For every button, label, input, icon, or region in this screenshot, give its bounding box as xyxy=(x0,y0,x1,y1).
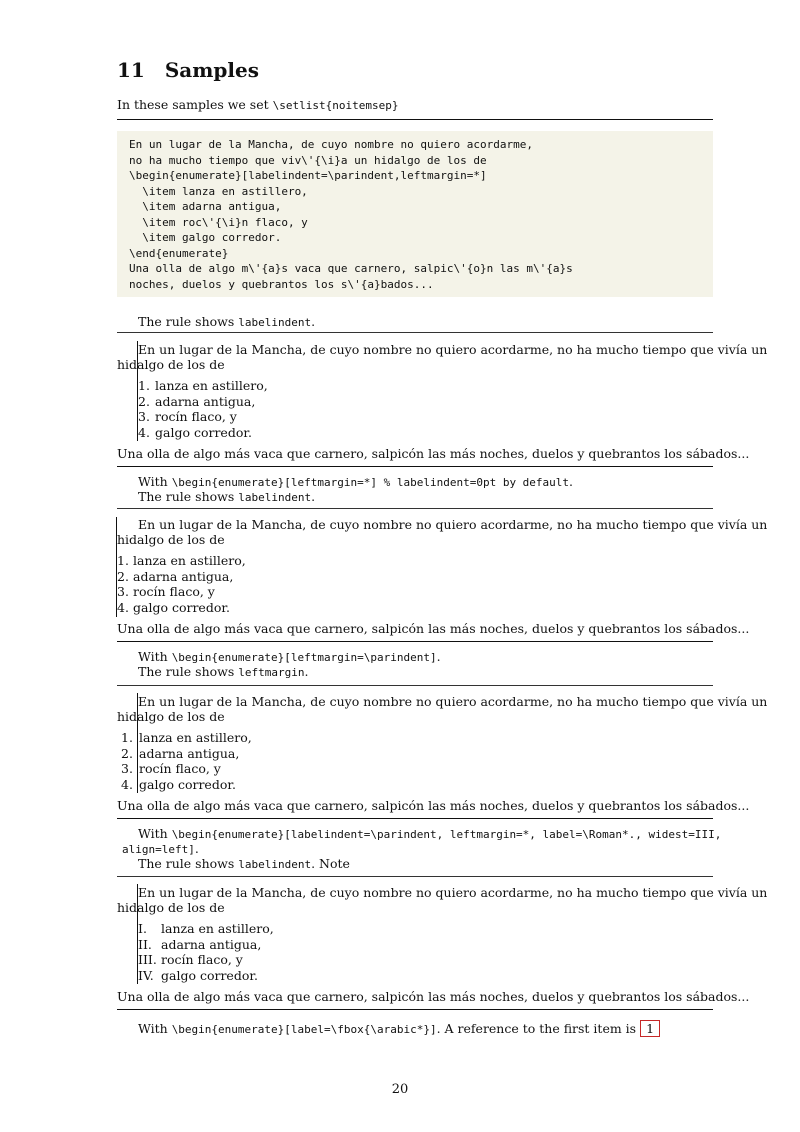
note-code: labelindent xyxy=(238,858,312,871)
sample2-with xyxy=(138,474,573,490)
list-item: lanza en astillero, xyxy=(155,378,268,393)
rule xyxy=(117,818,713,819)
section-title: Samples xyxy=(164,58,259,82)
sample-paragraph-line: En un lugar de la Mancha, de cuyo nombre no quiero acordarme, no ha mucho tiempo que vivía un xyxy=(138,342,768,357)
with-code: \begin{enumerate}[labelindent=\parindent, leftmargin=*, label=\Roman*., widest=III, xyxy=(171,828,722,841)
list-item-label: 4. xyxy=(138,424,150,440)
code-listing xyxy=(117,131,713,297)
code-line: \item adarna antigua, xyxy=(129,200,282,213)
sample-paragraph-line: En un lugar de la Mancha, de cuyo nombre no quiero acordarme, no ha mucho tiempo que vivía un xyxy=(138,694,768,709)
with-code: \begin{enumerate}[leftmargin=*] % labelindent=0pt by default xyxy=(171,476,570,489)
note-suffix: . Note xyxy=(311,856,350,871)
list-item: galgo corredor. xyxy=(161,967,258,983)
sample-closing: Una olla de algo más vaca que carnero, salpicón las más noches, duelos y quebrantos los sábados... xyxy=(117,798,750,813)
sample1-note xyxy=(138,314,315,330)
list-item: lanza en astillero, xyxy=(133,553,246,568)
list-item-label: 2. xyxy=(138,393,150,409)
with-prefix: With xyxy=(138,649,172,664)
list-item: galgo corredor. xyxy=(139,776,236,792)
list-item: rocín flaco, y xyxy=(155,409,237,424)
sample-paragraph-line: hidalgo de los de xyxy=(117,357,225,372)
rule xyxy=(117,876,713,877)
list-item: rocín flaco, y xyxy=(133,584,215,599)
with-prefix: With xyxy=(138,1021,172,1036)
note-code: labelindent xyxy=(238,491,312,504)
with-suffix: . xyxy=(194,841,199,856)
rule xyxy=(117,685,713,686)
sample-paragraph-line: En un lugar de la Mancha, de cuyo nombre no quiero acordarme, no ha mucho tiempo que vivía un xyxy=(138,517,768,532)
reference-text: . A reference to the first item is xyxy=(436,1021,641,1036)
item-reference-box[interactable]: 1 xyxy=(640,1020,660,1037)
sample-closing: Una olla de algo más vaca que carnero, salpicón las más noches, duelos y quebrantos los sábados... xyxy=(117,446,750,461)
code-line: \item lanza en astillero, xyxy=(129,184,308,198)
note-code: labelindent xyxy=(238,316,312,329)
list-item: adarna antigua, xyxy=(133,568,234,584)
rule xyxy=(117,1009,713,1010)
list-item-label: 4. xyxy=(117,599,129,615)
code-line: \item roc\'{\i}n flaco, y xyxy=(129,215,308,229)
code-line: \begin{enumerate}[labelindent=\parindent,leftmargin=*] xyxy=(129,169,487,182)
with-prefix: With xyxy=(138,474,172,489)
section-heading xyxy=(117,58,259,82)
code-line: noches, duelos y quebrantos los s\'{a}bados... xyxy=(129,277,434,291)
code-line: En un lugar de la Mancha, de cuyo nombre no quiero acordarme, xyxy=(129,138,533,151)
list-item-label: 3. xyxy=(117,584,129,599)
code-line: no ha mucho tiempo que viv\'{\i}a un hidalgo de los de xyxy=(129,153,487,167)
sample5-with xyxy=(138,1020,660,1037)
sample4-with-cont xyxy=(122,841,199,857)
code-line: Una olla de algo m\'{a}s vaca que carnero, salpic\'{o}n las m\'{a}s xyxy=(129,262,573,275)
sample2-note xyxy=(138,489,315,505)
list-item-label: IV. xyxy=(138,967,154,983)
code-line: \end{enumerate} xyxy=(129,246,229,260)
list-item-label: 3. xyxy=(121,761,133,776)
rule xyxy=(117,466,713,467)
list-item: lanza en astillero, xyxy=(139,730,252,745)
rule xyxy=(117,119,713,120)
list-item: adarna antigua, xyxy=(155,393,256,409)
sample4-note xyxy=(138,856,350,872)
list-item: adarna antigua, xyxy=(139,745,240,761)
sample3-with xyxy=(138,649,441,665)
note-code: leftmargin xyxy=(238,666,305,679)
sample-paragraph-line: hidalgo de los de xyxy=(117,532,225,547)
list-item-label: 2. xyxy=(121,745,133,761)
page-number: 20 xyxy=(391,1082,409,1097)
code-line: \item galgo corredor. xyxy=(129,231,282,244)
sample-closing: Una olla de algo más vaca que carnero, salpicón las más noches, duelos y quebrantos los sábados... xyxy=(117,989,750,1004)
list-item-label: 2. xyxy=(117,568,129,584)
list-item-label: 4. xyxy=(121,776,133,792)
note-prefix: The rule shows xyxy=(138,856,239,871)
sample-closing: Una olla de algo más vaca que carnero, salpicón las más noches, duelos y quebrantos los sábados... xyxy=(117,621,750,636)
with-code: align=left] xyxy=(122,843,195,856)
list-item-label: I. xyxy=(138,921,147,936)
list-item-label: III. xyxy=(138,952,157,967)
list-item-label: 1. xyxy=(117,553,129,568)
intro-paragraph xyxy=(117,97,398,113)
note-suffix: . xyxy=(311,489,316,504)
list-item: rocín flaco, y xyxy=(139,761,221,776)
list-item: lanza en astillero, xyxy=(161,921,274,936)
intro-code: \setlist{noitemsep} xyxy=(272,99,399,112)
intro-text: In these samples we set xyxy=(117,97,273,112)
note-prefix: The rule shows xyxy=(138,314,239,329)
note-prefix: The rule shows xyxy=(138,664,239,679)
with-suffix: . xyxy=(436,649,441,664)
with-prefix: With xyxy=(138,826,172,841)
list-item-label: 3. xyxy=(138,409,150,424)
list-item: galgo corredor. xyxy=(155,424,252,440)
with-code: \begin{enumerate}[label=\fbox{\arabic*}] xyxy=(171,1023,437,1036)
sample4-with xyxy=(138,826,721,842)
list-item: adarna antigua, xyxy=(161,936,262,952)
list-item: rocín flaco, y xyxy=(161,952,243,967)
note-suffix: . xyxy=(311,314,316,329)
rule xyxy=(117,508,713,509)
rule xyxy=(117,641,713,642)
list-item-label: 1. xyxy=(138,378,150,393)
sample-paragraph-line: En un lugar de la Mancha, de cuyo nombre no quiero acordarme, no ha mucho tiempo que vivía un xyxy=(138,885,768,900)
sample-paragraph-line: hidalgo de los de xyxy=(117,709,225,724)
note-suffix: . xyxy=(304,664,309,679)
list-item-label: 1. xyxy=(121,730,133,745)
section-number: 11 xyxy=(117,58,145,82)
list-item-label: II. xyxy=(138,936,152,952)
sample3-note xyxy=(138,664,308,680)
with-suffix: . xyxy=(569,474,574,489)
list-item: galgo corredor. xyxy=(133,599,230,615)
note-prefix: The rule shows xyxy=(138,489,239,504)
with-code: \begin{enumerate}[leftmargin=\parindent] xyxy=(171,651,437,664)
sample-paragraph-line: hidalgo de los de xyxy=(117,900,225,915)
rule xyxy=(117,332,713,333)
